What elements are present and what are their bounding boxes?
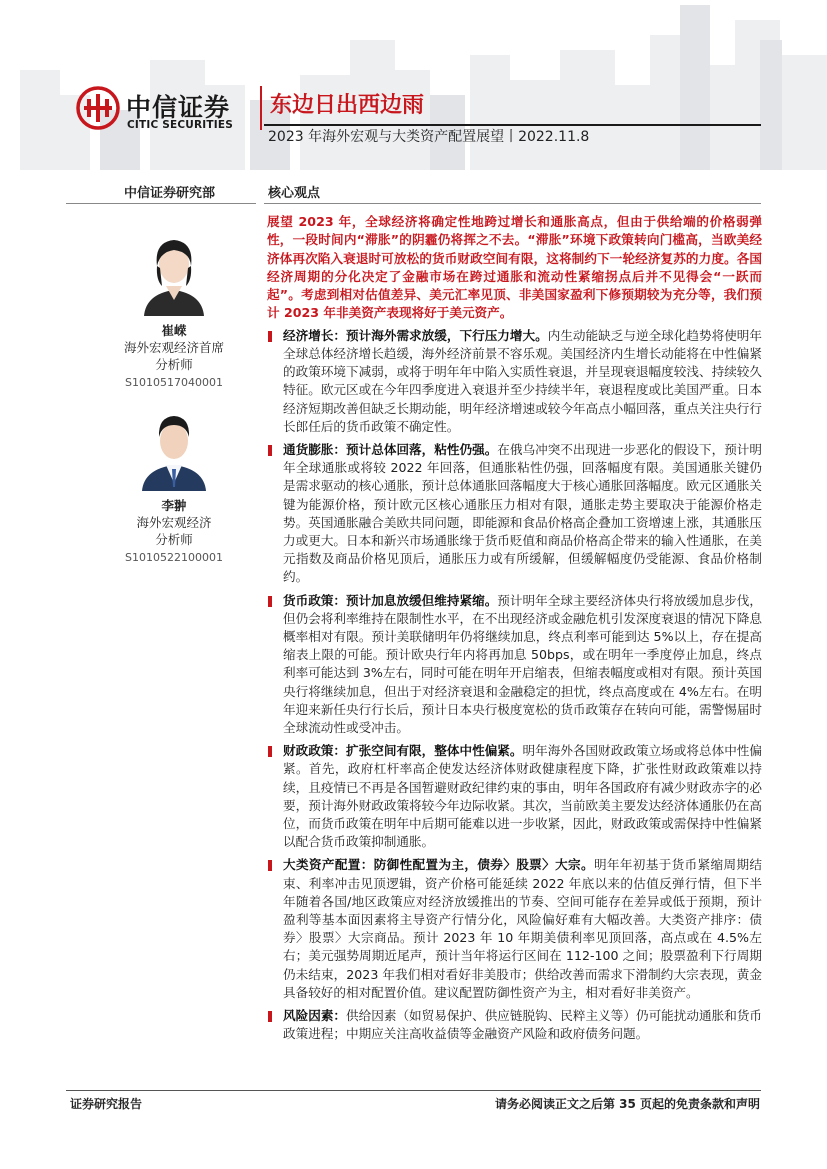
section-body: 内生动能缺乏与逆全球化趋势将使明年全球总体经济增长趋缓，海外经济前景不容乐观。美国经济内生增长动能将在中性偏紧的政策环境下减弱，或将于明年年中陷入实质性衰退，并呈现衰退幅度较浅、持续较久特征。欧元区或在今年四季度进入衰退并至少持续半年，衰退程度或比美国严重。日本经济短期改善但缺乏长期动能，明年经济增速或较今年高点小幅回落，重点关注央行行长郎任后的货币政策不确定性。 [283,327,763,434]
analyst-license-2: S1010522100001 [125,551,223,564]
section-bullet-icon [268,445,272,456]
analyst-license-1: S1010517040001 [125,376,223,389]
section-bullet-icon [268,331,272,342]
analyst-photo-2 [132,403,216,491]
report-subtitle: 2023 年海外宏观与大类资产配置展望丨2022.11.8 [268,129,590,145]
section-bullet-icon [268,746,272,757]
section-body: 供给因素（如贸易保护、供应链脱钩、民粹主义等）仍可能扰动通胀和货币政策进程；中期应关注高收益债等金融资产风险和政府债务问题。 [283,1008,763,1042]
citic-logo-mark-icon [76,86,120,130]
section-lead: 大类资产配置：防御性配置为主，债券〉股票〉大宗。 [283,857,594,873]
analyst-card-1 [94,228,254,391]
section-inflation [267,441,762,587]
section-body: 预计明年全球主要经济体央行将放缓加息步伐，但仍会将利率维持在限制性水平，在不出现经济或金融危机引发深度衰退的情况下降息概率相对有限。预计美联储明年仍将继续加息，终点利率可能到达 5%以上，存在提高缩表上限的可能。预计欧央行年内将再加息 50bps，或在明年一季度停止加息，终点利率可能达到 3%左右，同时可能在明年开启缩表，但缩表幅度或相对有限。预计英国央行将继续加息，但出于对经济衰退和金融稳定的担忧，终点高度或在 4%左右。在明年迎来新任央行行长后，预计日本央行极度宽松的货币政策存在转向可能，需警惕届时全球流动性或受冲击。 [283,592,763,736]
analyst-role-1a: 海外宏观经济首席 [123,340,224,355]
section-monetary-policy [267,592,762,738]
footer-report-type: 证券研究报告 [70,1097,143,1111]
analyst-name-1: 崔嵘 [161,323,187,338]
citic-securities-logo [76,86,261,136]
section-fiscal-policy [267,742,762,851]
core-views-intro: 展望 2023 年，全球经济将确定性地跨过增长和通胀高点，但由于供给端的价格弱弹性，一段时间内“滞胀”的阴霾仍将挥之不去。“滞胀”环境下政策转向门槛高，当欧美经济体再次陷入衰退时可放松的货币财政空间有限，这将制约下一轮经济复苏的力度。各国经济周期的分化决定了金融市场在跨过通胀和流动性紧缩拐点后并不见得会“一跃而起”。考虑到相对估值差异、美元汇率见顶、非美国家盈利下修预期较为充分等，我们预计 2023 年非美资产表现将好于美元资产。 [267,214,762,321]
analyst-role-1b: 分析师 [155,357,193,372]
section-lead: 通货膨胀：预计总体回落，粘性仍强。 [283,442,498,457]
section-body: 明年海外各国财政政策立场或将总体中性偏紧。首先，政府杠杆率高企使发达经济体财政健康程度下降，扩张性财政政策难以持续，且疫情已不再是各国暂避财政纪律约束的事由，明年各国政府有减少财政赤字的必要，预计海外财政政策将较今年边际收紧。其次，当前欧美主要发达经济体通胀仍在高位，而货币政策在明年中后期可能难以进一步收紧，因此，财政政策或需保持中性偏紧以配合货币政策抑制通胀。 [283,743,763,850]
section-asset-allocation [267,856,762,1002]
analyst-photo-1 [132,228,216,316]
section-lead: 财政政策：扩张空间有限，整体中性偏紧。 [283,743,523,759]
header-vertical-divider [260,86,262,130]
left-column-rule [66,203,256,204]
core-views-content [267,213,762,1049]
section-body: 在俄乌冲突不出现进一步恶化的假设下，预计明年全球通胀或将较 2022 年回落，但通胀粘性仍强，回落幅度有限。美国通胀关键仍是需求驱动的核心通胀，预计总体通胀回落幅度大于核心通胀回落幅度。欧元区通胀关键为能源价格，预计欧元区核心通胀压力相对有限，通胀走势主要取决于能源价格走势。英国通胀融合美欧共同问题，即能源和食品价格高企叠加工资增速上涨，其通胀压力或更大。日本和新兴市场通胀缘于货币贬值和商品价格高企带来的输入性通胀，在美元指数及商品价格见顶后，通胀压力或有所缓解，但缓解幅度仍受能源、食品价格制约。 [283,442,763,585]
research-dept-heading: 中信证券研究部 [124,186,216,201]
logo-english-name: CITIC SECURITIES [127,119,234,131]
section-bullet-icon [268,1011,272,1022]
section-body: 明年年初基于货币紧缩周期结束、利率冲击见顶逻辑，资产价格可能延续 2022 年底以来的估值反弹行情，但下半年随着各国/地区政策应对经济放缓推出的节奏、空间可能存在差异或低于预期，预计盈利等基本面因素将主导资产行情分化，风险偏好难有大幅改善。大类资产排序：债券〉股票〉大宗商品。预计 2023 年 10 年期美债利率见顶回落，高点或在 4.5%左右；美元强势周期近尾声，预计当年将运行区间在 112-100 之间；股票盈利下行周期仍未结束，2023 年我们相对看好非美股市；供给改善而需求下滑制约大宗表现，黄金具备较好的相对配置价值。建议配置防御性资产为主，相对看好非美资产。 [283,857,763,1000]
logo-chinese-name: 中信证券 [126,93,231,122]
analyst-name-2: 李翀 [161,498,187,513]
section-risk-factors [267,1007,762,1043]
section-economic-growth [267,327,762,436]
section-bullet-icon [268,596,272,607]
report-title: 东边日出西边雨 [270,93,425,118]
footer-disclaimer-note: 请务必阅读正文之后第 35 页起的免责条款和声明 [494,1097,760,1111]
analyst-role-2a: 海外宏观经济 [136,515,212,530]
analyst-role-2b: 分析师 [155,532,193,547]
analyst-card-2 [94,403,254,566]
section-bullet-icon [268,860,272,871]
section-lead: 经济增长：预计海外需求放缓，下行压力增大。 [283,327,548,343]
section-lead: 风险因素： [283,1008,347,1024]
section-lead: 货币政策：预计加息放缓但维持紧缩。 [283,592,498,608]
core-views-heading: 核心观点 [268,186,321,201]
right-column-rule [264,203,761,204]
footer-rule [66,1090,761,1091]
